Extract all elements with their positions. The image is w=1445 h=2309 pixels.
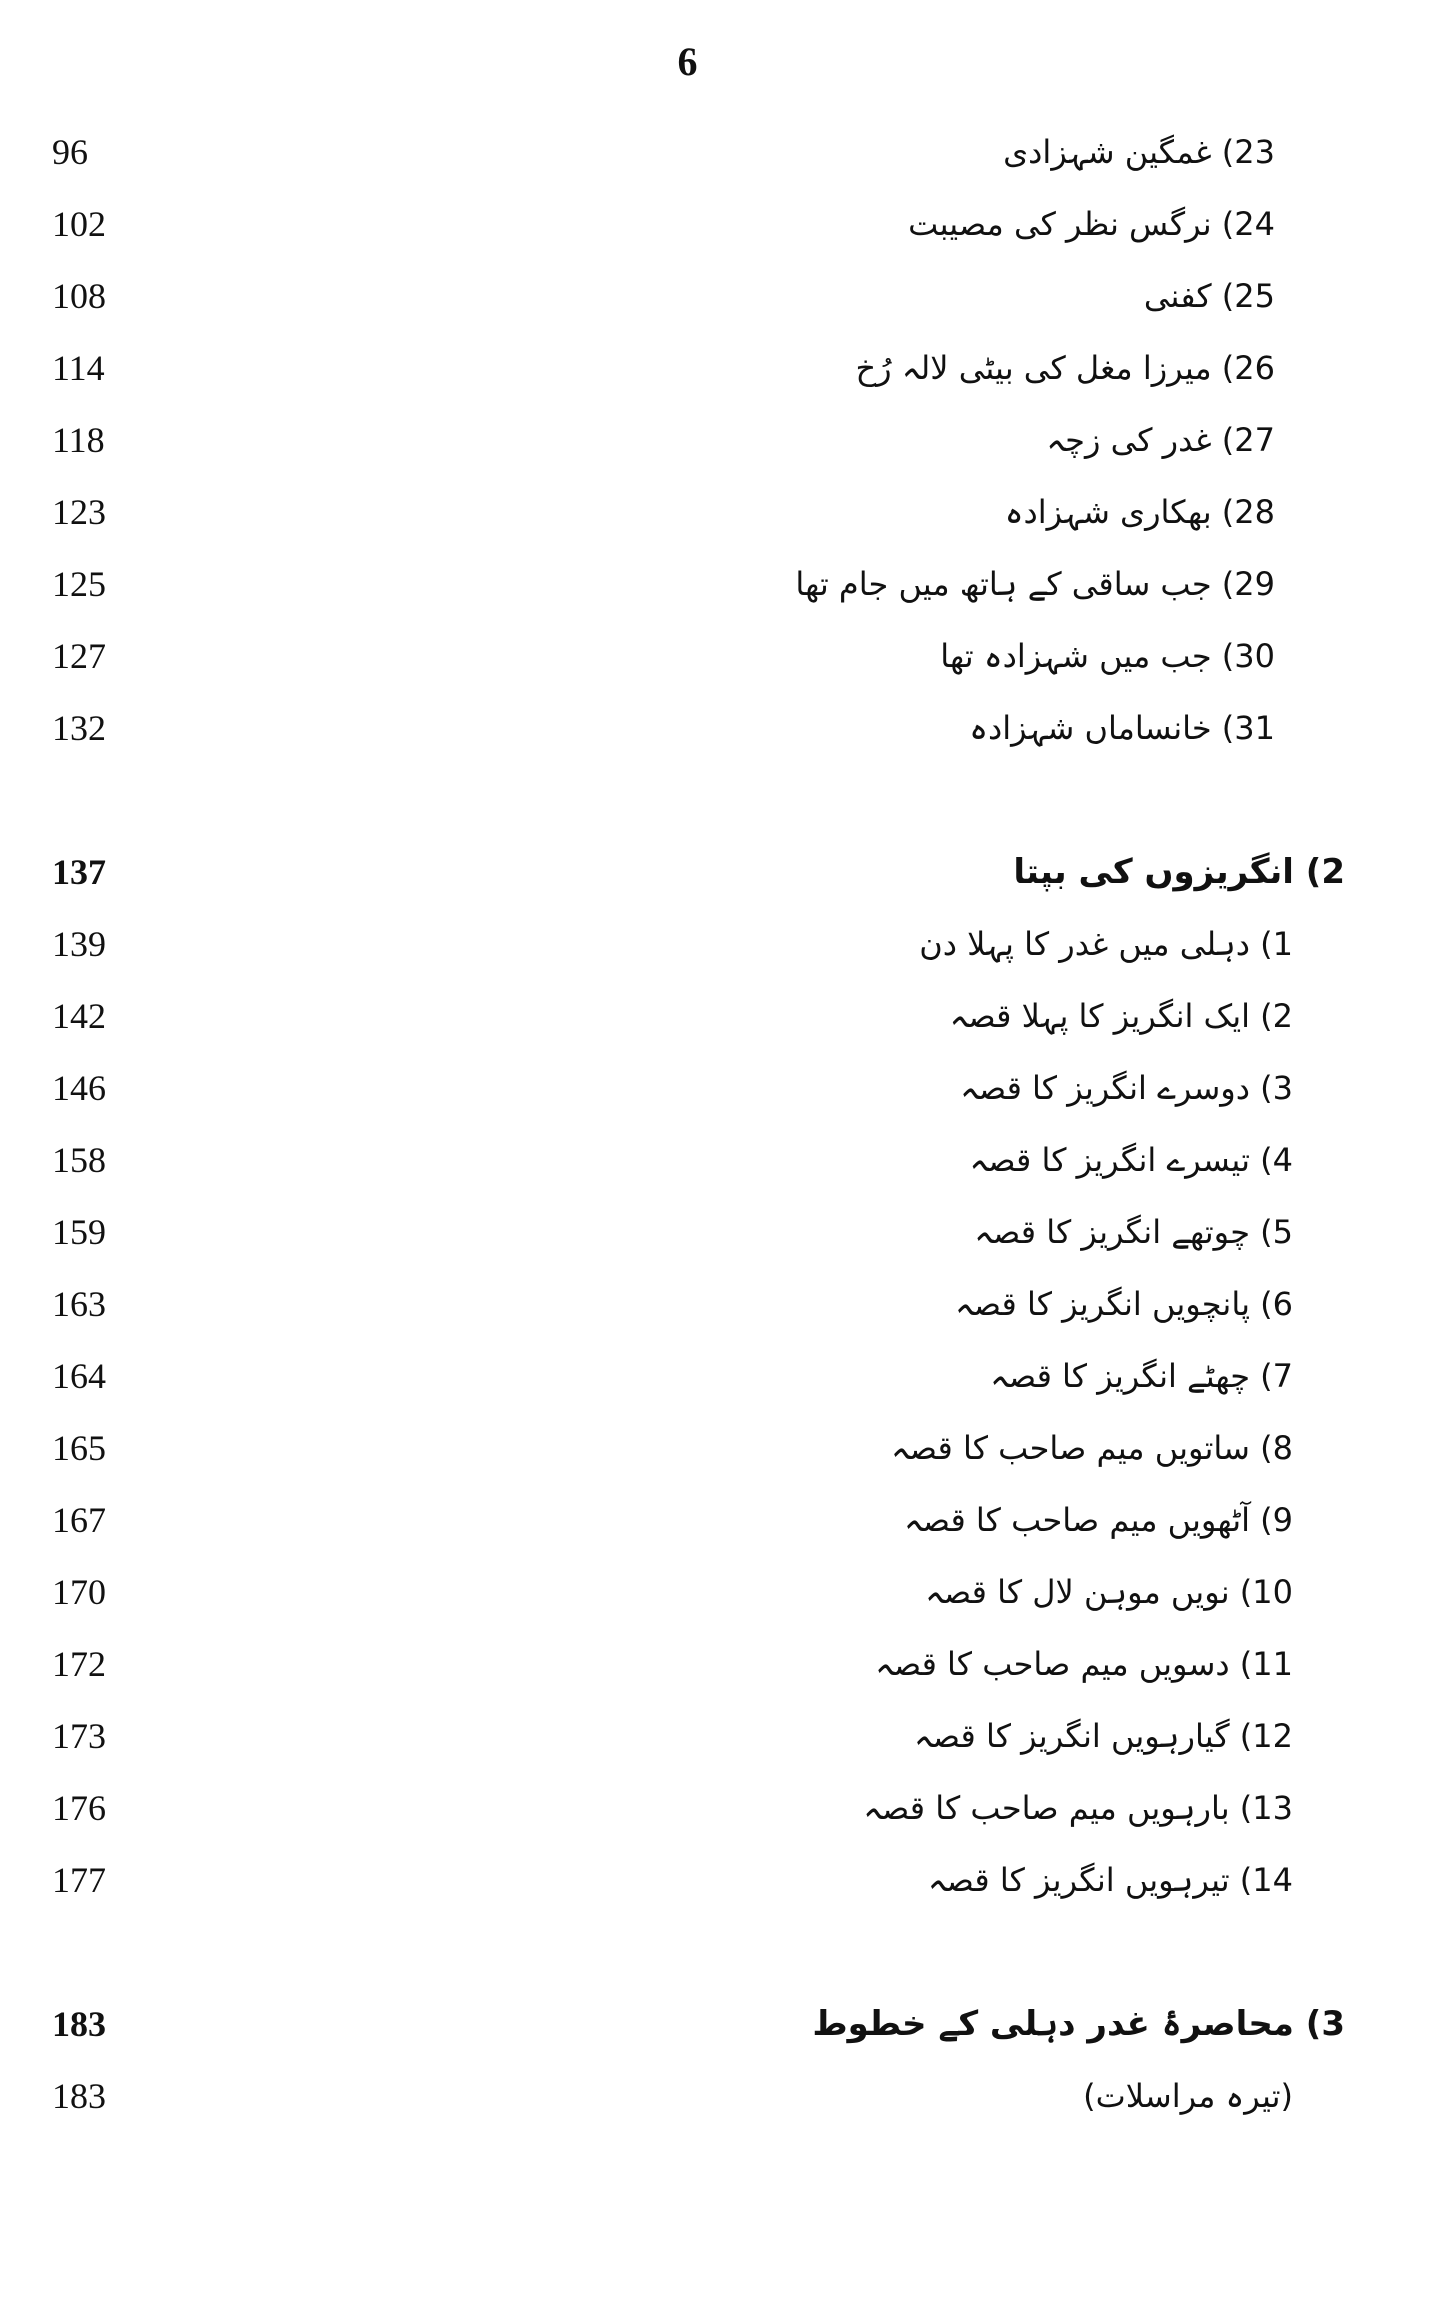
toc-entry-title: (تیرہ مراسلات)	[1083, 2077, 1293, 2115]
toc-entry-page: 139	[52, 924, 106, 964]
toc-entry-page: 123	[52, 492, 106, 532]
toc-entry-page: 96	[52, 132, 88, 172]
toc-entry-title: 24) نرگس نظر کی مصیبت	[908, 205, 1275, 243]
toc-entry-title: 9) آٹھویں میم صاحب کا قصہ	[903, 1501, 1293, 1539]
toc-entry-page: 183	[52, 2004, 106, 2044]
toc-entry	[0, 1130, 1445, 1190]
toc-entry-title: 29) جب ساقی کے ہاتھ میں جام تھا	[795, 565, 1275, 603]
toc-entry-page: 118	[52, 420, 105, 460]
toc-entry-title: 1) دہلی میں غدر کا پہلا دن	[919, 925, 1293, 963]
toc-entry-title: 30) جب میں شہزادہ تھا	[940, 637, 1275, 675]
toc-entry-page: 173	[52, 1716, 106, 1756]
toc-entry	[0, 266, 1445, 326]
toc-entry-page: 114	[52, 348, 105, 388]
toc-entry-page: 165	[52, 1428, 106, 1468]
toc-entry-title: 7) چھٹے انگریز کا قصہ	[990, 1357, 1293, 1395]
page-number: 6	[677, 39, 698, 84]
toc-entry-page: 146	[52, 1068, 106, 1108]
toc-entry-page: 108	[52, 276, 106, 316]
toc-entry	[0, 1346, 1445, 1406]
toc-entry	[0, 1490, 1445, 1550]
toc-entry-page: 137	[52, 852, 106, 892]
toc-entry	[0, 1634, 1445, 1694]
toc-entry-title: 3) محاصرۂ غدر دہلی کے خطوط	[812, 2004, 1345, 2044]
toc-entry	[0, 1706, 1445, 1766]
toc-entry-title: 10) نویں موہن لال کا قصہ	[925, 1573, 1293, 1611]
toc-entry-title: 31) خانساماں شہزادہ	[969, 709, 1275, 747]
toc-section-heading	[0, 842, 1445, 902]
toc-entry-title: 6) پانچویں انگریز کا قصہ	[954, 1285, 1293, 1323]
toc-entry	[0, 626, 1445, 686]
toc-entry-title: 8) ساتویں میم صاحب کا قصہ	[891, 1429, 1293, 1467]
toc-entry-page: 163	[52, 1284, 106, 1324]
toc-entry	[0, 122, 1445, 182]
toc-entry-page: 158	[52, 1140, 106, 1180]
toc-entry-title: 11) دسویں میم صاحب کا قصہ	[875, 1645, 1293, 1683]
toc-entry	[0, 986, 1445, 1046]
toc-entry-title: 14) تیرہویں انگریز کا قصہ	[927, 1861, 1293, 1899]
toc-entry	[0, 1850, 1445, 1910]
toc-entry-title: 27) غدر کی زچہ	[1046, 421, 1275, 459]
toc-entry-page: 125	[52, 564, 106, 604]
toc-entry-page: 177	[52, 1860, 106, 1900]
toc-entry-page: 172	[52, 1644, 106, 1684]
toc-entry-title: 2) ایک انگریز کا پہلا قصہ	[949, 997, 1293, 1035]
toc-entry	[0, 194, 1445, 254]
toc-entry-page: 164	[52, 1356, 106, 1396]
toc-entry	[0, 482, 1445, 542]
toc-entry-page: 167	[52, 1500, 106, 1540]
toc-entry-title: 25) کفنی	[1143, 277, 1275, 315]
toc-entry	[0, 1274, 1445, 1334]
toc-section-heading	[0, 1994, 1445, 2054]
toc-entry-title: 28) بھکاری شہزادہ	[1004, 493, 1275, 531]
toc-entry-title: 5) چوتھے انگریز کا قصہ	[974, 1213, 1293, 1251]
toc-entry-page: 102	[52, 204, 106, 244]
toc-entry	[0, 698, 1445, 758]
toc-entry-page: 183	[52, 2076, 106, 2116]
toc-entry	[0, 1778, 1445, 1838]
toc-entry-title: 23) غمگین شہزادی	[1003, 133, 1275, 171]
toc-entry-title: 12) گیارہویں انگریز کا قصہ	[914, 1717, 1293, 1755]
toc-entry-page: 159	[52, 1212, 106, 1252]
toc-entry-title: 2) انگریزوں کی بپتا	[1013, 852, 1345, 892]
toc-entry	[0, 1418, 1445, 1478]
toc-entry-page: 176	[52, 1788, 106, 1828]
toc-entry	[0, 1058, 1445, 1118]
toc-entry-title: 26) میرزا مغل کی بیٹی لالہ رُخ	[855, 349, 1275, 387]
toc-entry-page: 170	[52, 1572, 106, 1612]
toc-entry	[0, 338, 1445, 398]
toc-entry-title: 13) بارہویں میم صاحب کا قصہ	[863, 1789, 1293, 1827]
toc-entry-title: 4) تیسرے انگریز کا قصہ	[969, 1141, 1293, 1179]
toc-entry	[0, 2066, 1445, 2126]
toc-entry	[0, 410, 1445, 470]
toc-entry-page: 132	[52, 708, 106, 748]
toc-entry-page: 142	[52, 996, 106, 1036]
toc-entry	[0, 554, 1445, 614]
toc-entry	[0, 914, 1445, 974]
toc-entry-page: 127	[52, 636, 106, 676]
toc-entry	[0, 1562, 1445, 1622]
toc-entry	[0, 1202, 1445, 1262]
toc-entry-title: 3) دوسرے انگریز کا قصہ	[960, 1069, 1293, 1107]
